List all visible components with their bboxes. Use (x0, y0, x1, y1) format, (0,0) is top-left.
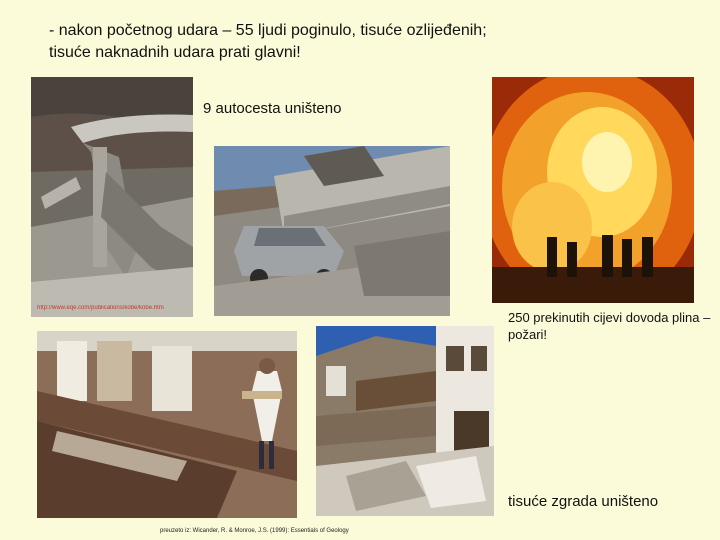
gas-fire-photo (492, 77, 694, 303)
photo-source-url: http://www.eqe.com/publications/kobe/kobe.htm (37, 305, 164, 311)
collapsed-overpass-photo (31, 77, 193, 317)
headline (49, 20, 689, 64)
source-citation: preuzeto iz: Wicander, R. & Monroe, J.S. (1999): Essentials of Geology (160, 528, 349, 534)
crushed-car-photo (214, 146, 450, 316)
headline-line-2: tisuće naknadnih udara prati glavni! (49, 44, 301, 61)
damaged-houses-photo (316, 326, 494, 516)
highway-caption: 9 autocesta uništeno (203, 100, 342, 117)
headline-line-1: - nakon početnog udara – 55 ljudi poginulo, tisuće ozlijeđenih; (49, 22, 487, 39)
collapsed-building-photo (37, 331, 297, 518)
gas-caption: 250 prekinutih cijevi dovoda plina – požari! (508, 310, 711, 342)
buildings-caption: tisuće zgrada uništeno (508, 493, 659, 510)
